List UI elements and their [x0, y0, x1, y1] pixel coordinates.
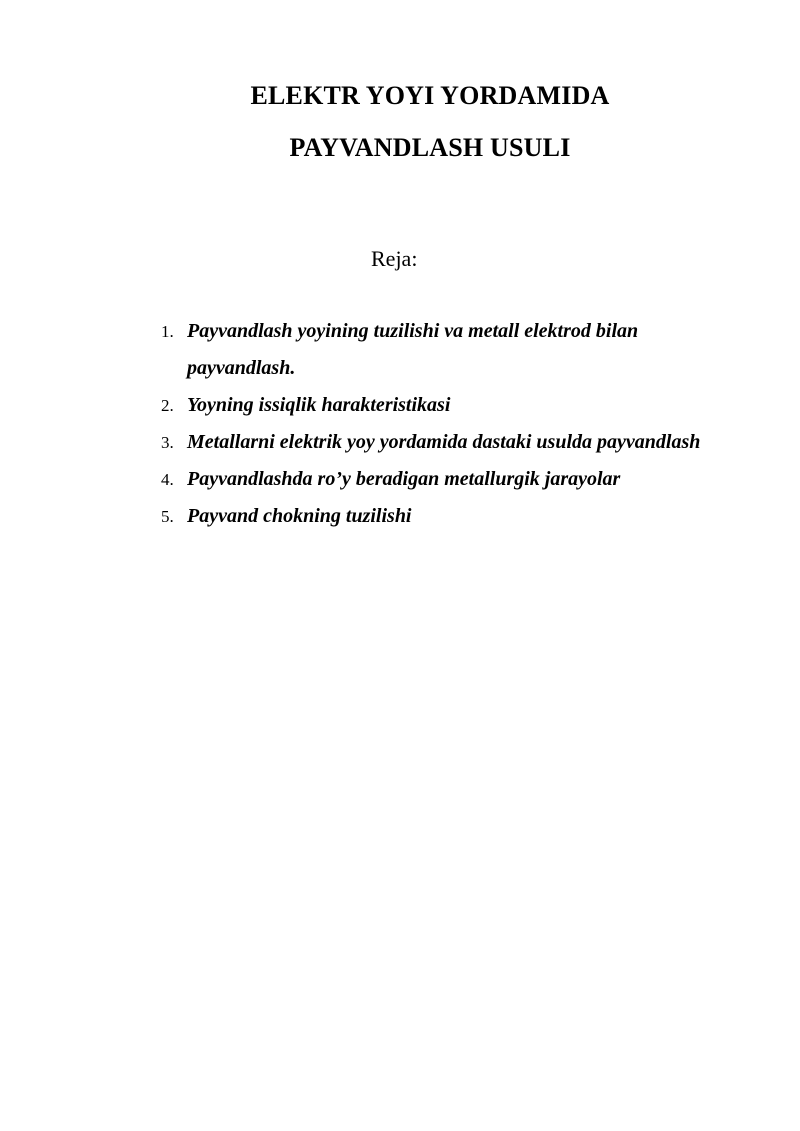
plan-item-text-line: Payvandlash yoyining tuzilishi va metall elektrod bilan [187, 320, 639, 342]
plan-item-text-line: Metallarni elektrik yoy yordamida dastaki usulda payvandlash [187, 431, 701, 453]
plan-item-text [187, 387, 747, 424]
document-title-line-1: ELEKTR YOYI YORDAMIDA [250, 81, 610, 110]
plan-item-text [187, 498, 747, 535]
plan-item-number: 1. [161, 322, 174, 341]
document-title-line-2: PAYVANDLASH USULI [289, 133, 571, 162]
plan-item-text [187, 461, 747, 498]
plan-item-text [187, 313, 747, 387]
plan-item-text [187, 424, 747, 461]
plan-item-text-line: Payvandlashda ro’y beradigan metallurgik jarayolar [187, 468, 621, 490]
plan-item-text-line: payvandlash. [187, 357, 296, 379]
plan-item-text-line: Yoyning issiqlik harakteristikasi [187, 394, 451, 416]
plan-heading: Reja: [371, 246, 418, 271]
plan-item-number: 2. [161, 396, 174, 415]
plan-item-number: 3. [161, 433, 174, 452]
plan-item-text-line: Payvand chokning tuzilishi [187, 505, 412, 527]
plan-item-number: 5. [161, 507, 174, 526]
plan-item-number: 4. [161, 470, 174, 489]
